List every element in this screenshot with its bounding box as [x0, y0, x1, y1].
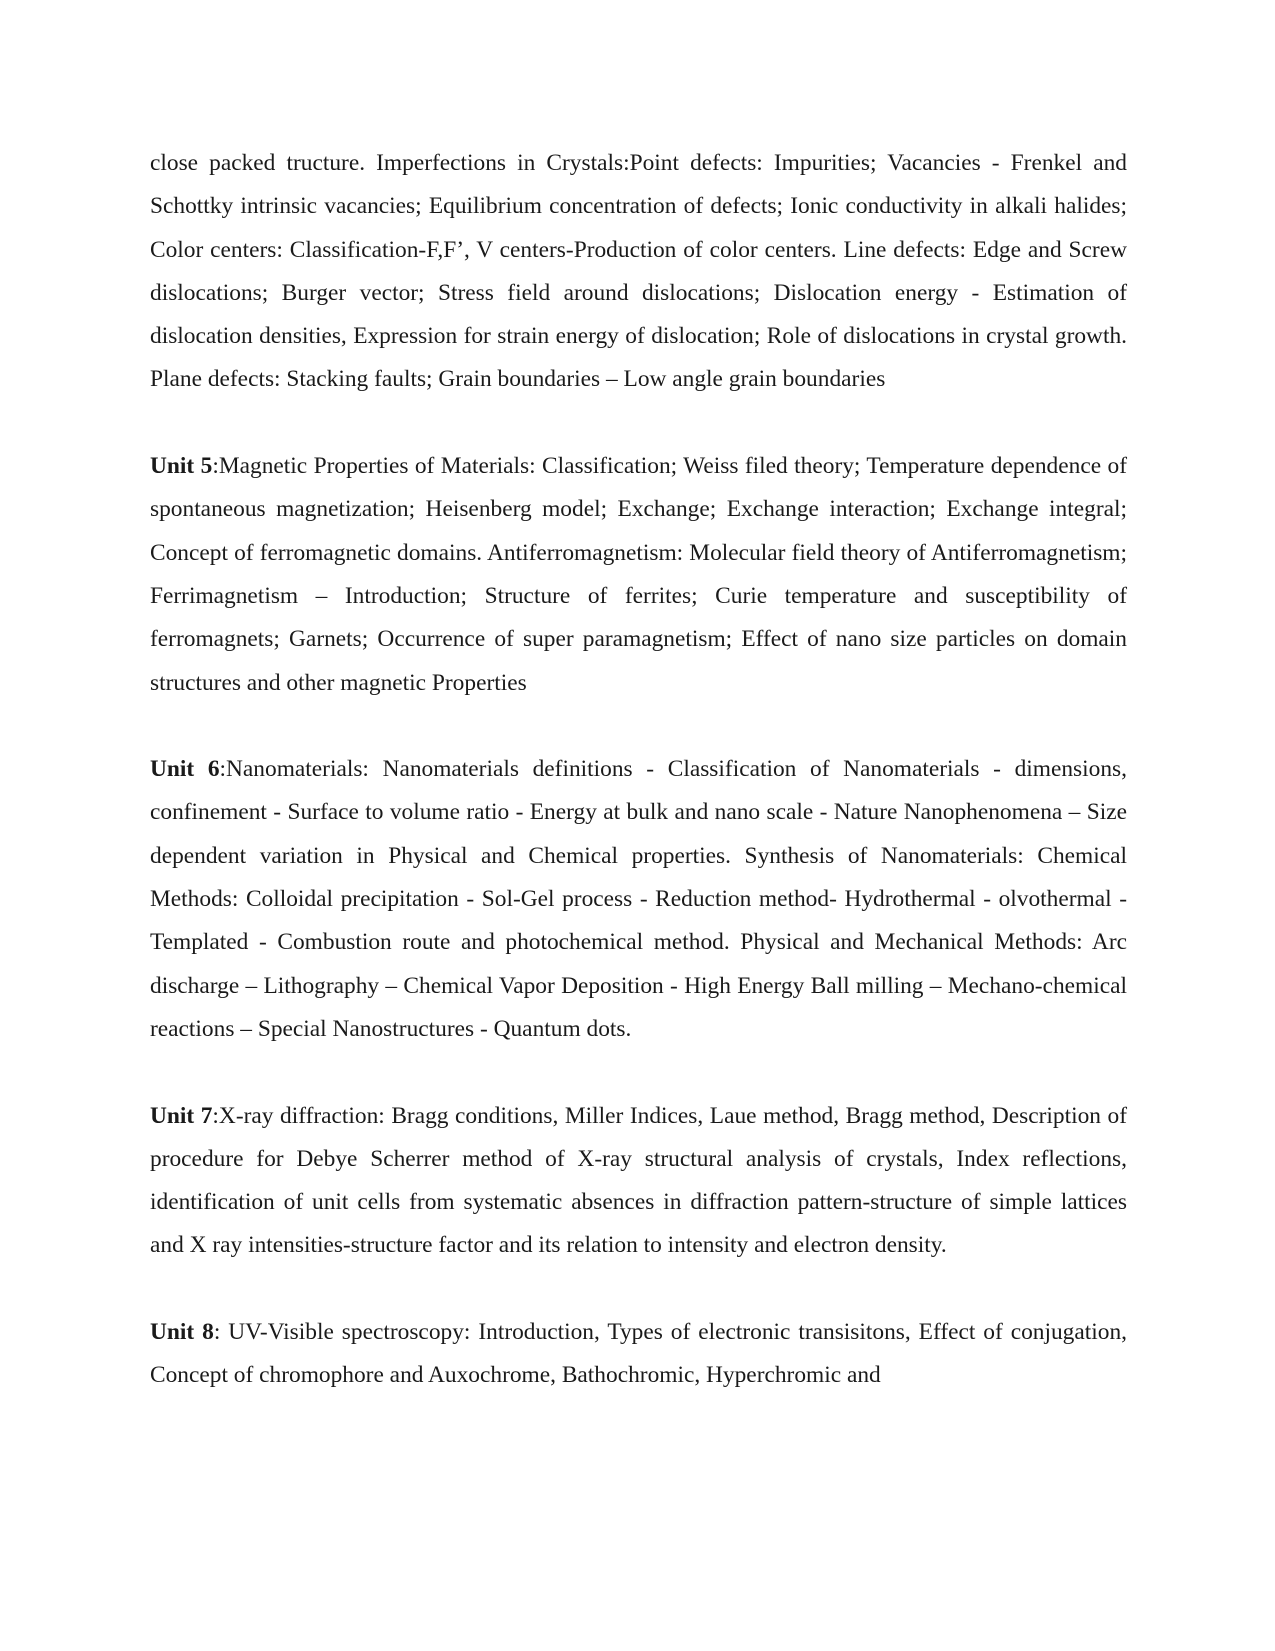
unit-label-suffix: :	[212, 453, 219, 480]
document-body	[150, 142, 1127, 1441]
paragraph-text: Magnetic Properties of Materials: Classification; Weiss filed theory; Temperature dependence of spontaneous magnetization; Heisenberg model; Exchange; Exchange interaction; Exchange integral; Concept of ferromagnetic domains. Antiferromagnetism: Molecular field theory of Antiferromagnetism; Ferrimagnetism – Introduction; Structure of ferrites; Curie temperature and susceptibility of ferromagnets; Garnets; Occurrence of super paramagnetism; Effect of nano size particles on domain structures and other magnetic Properties	[150, 453, 1128, 696]
unit-label: Unit 5	[150, 453, 213, 480]
paragraph-text: Nanomaterials: Nanomaterials definitions - Classification of Nanomaterials - dimensions, confinement - Surface to volume ratio - Energy at bulk and nano scale - Nature Nanophenomena – Size dependent variation in Physical and Chemical properties. Synthesis of Nanomaterials: Chemical Methods: Colloidal precipitation - Sol-Gel process - Reduction method- Hydrothermal - olvothermal - Templated - Combustion route and photochemical method. Physical and Mechanical Methods: Arc discharge – Lithography – Chemical Vapor Deposition - High Energy Ball milling – Mechano-chemical reactions – Special Nanostructures - Quantum dots.	[150, 756, 1127, 1042]
unit-label-suffix: :	[212, 1102, 219, 1129]
paragraph-text: UV-Visible spectroscopy: Introduction, Types of electronic transisitons, Effect of conjugation, Concept of chromophore and Auxochrome, Bathochromic, Hyperchromic and	[150, 1319, 1127, 1389]
paragraph-unit-7	[150, 1095, 1127, 1268]
paragraph-unit-8	[150, 1311, 1127, 1398]
paragraph-unit-6	[150, 748, 1127, 1051]
unit-label: Unit 8	[150, 1319, 214, 1346]
unit-label-suffix: :	[213, 1319, 229, 1346]
unit-label-suffix: :	[219, 756, 227, 783]
paragraph-text: X-ray diffraction: Bragg conditions, Miller Indices, Laue method, Bragg method, Description of procedure for Debye Scherrer method of X-ray structural analysis of crystals, Index reflections, identification of unit cells from systematic absences in diffraction pattern-structure of simple lattices and X ray intensities-structure factor and its relation to intensity and electron density.	[150, 1102, 1127, 1259]
unit-label: Unit 7	[150, 1102, 213, 1129]
unit-label: Unit 6	[150, 756, 220, 783]
paragraph-unit-4-continued	[150, 142, 1127, 402]
paragraph-unit-5	[150, 445, 1127, 705]
paragraph-text: close packed tructure. Imperfections in Crystals:Point defects: Impurities; Vacancies - Frenkel and Schottky intrinsic vacancies; Equilibrium concentration of defects; Ionic conductivity in alkali halides; Color centers: Classification-F,F’, V centers-Production of color centers. Line defects: Edge and Screw dislocations; Burger vector; Stress field around dislocations; Dislocation energy - Estimation of dislocation densities, Expression for strain energy of dislocation; Role of dislocations in crystal growth. Plane defects: Stacking faults; Grain boundaries – Low angle grain boundaries	[150, 150, 1127, 393]
